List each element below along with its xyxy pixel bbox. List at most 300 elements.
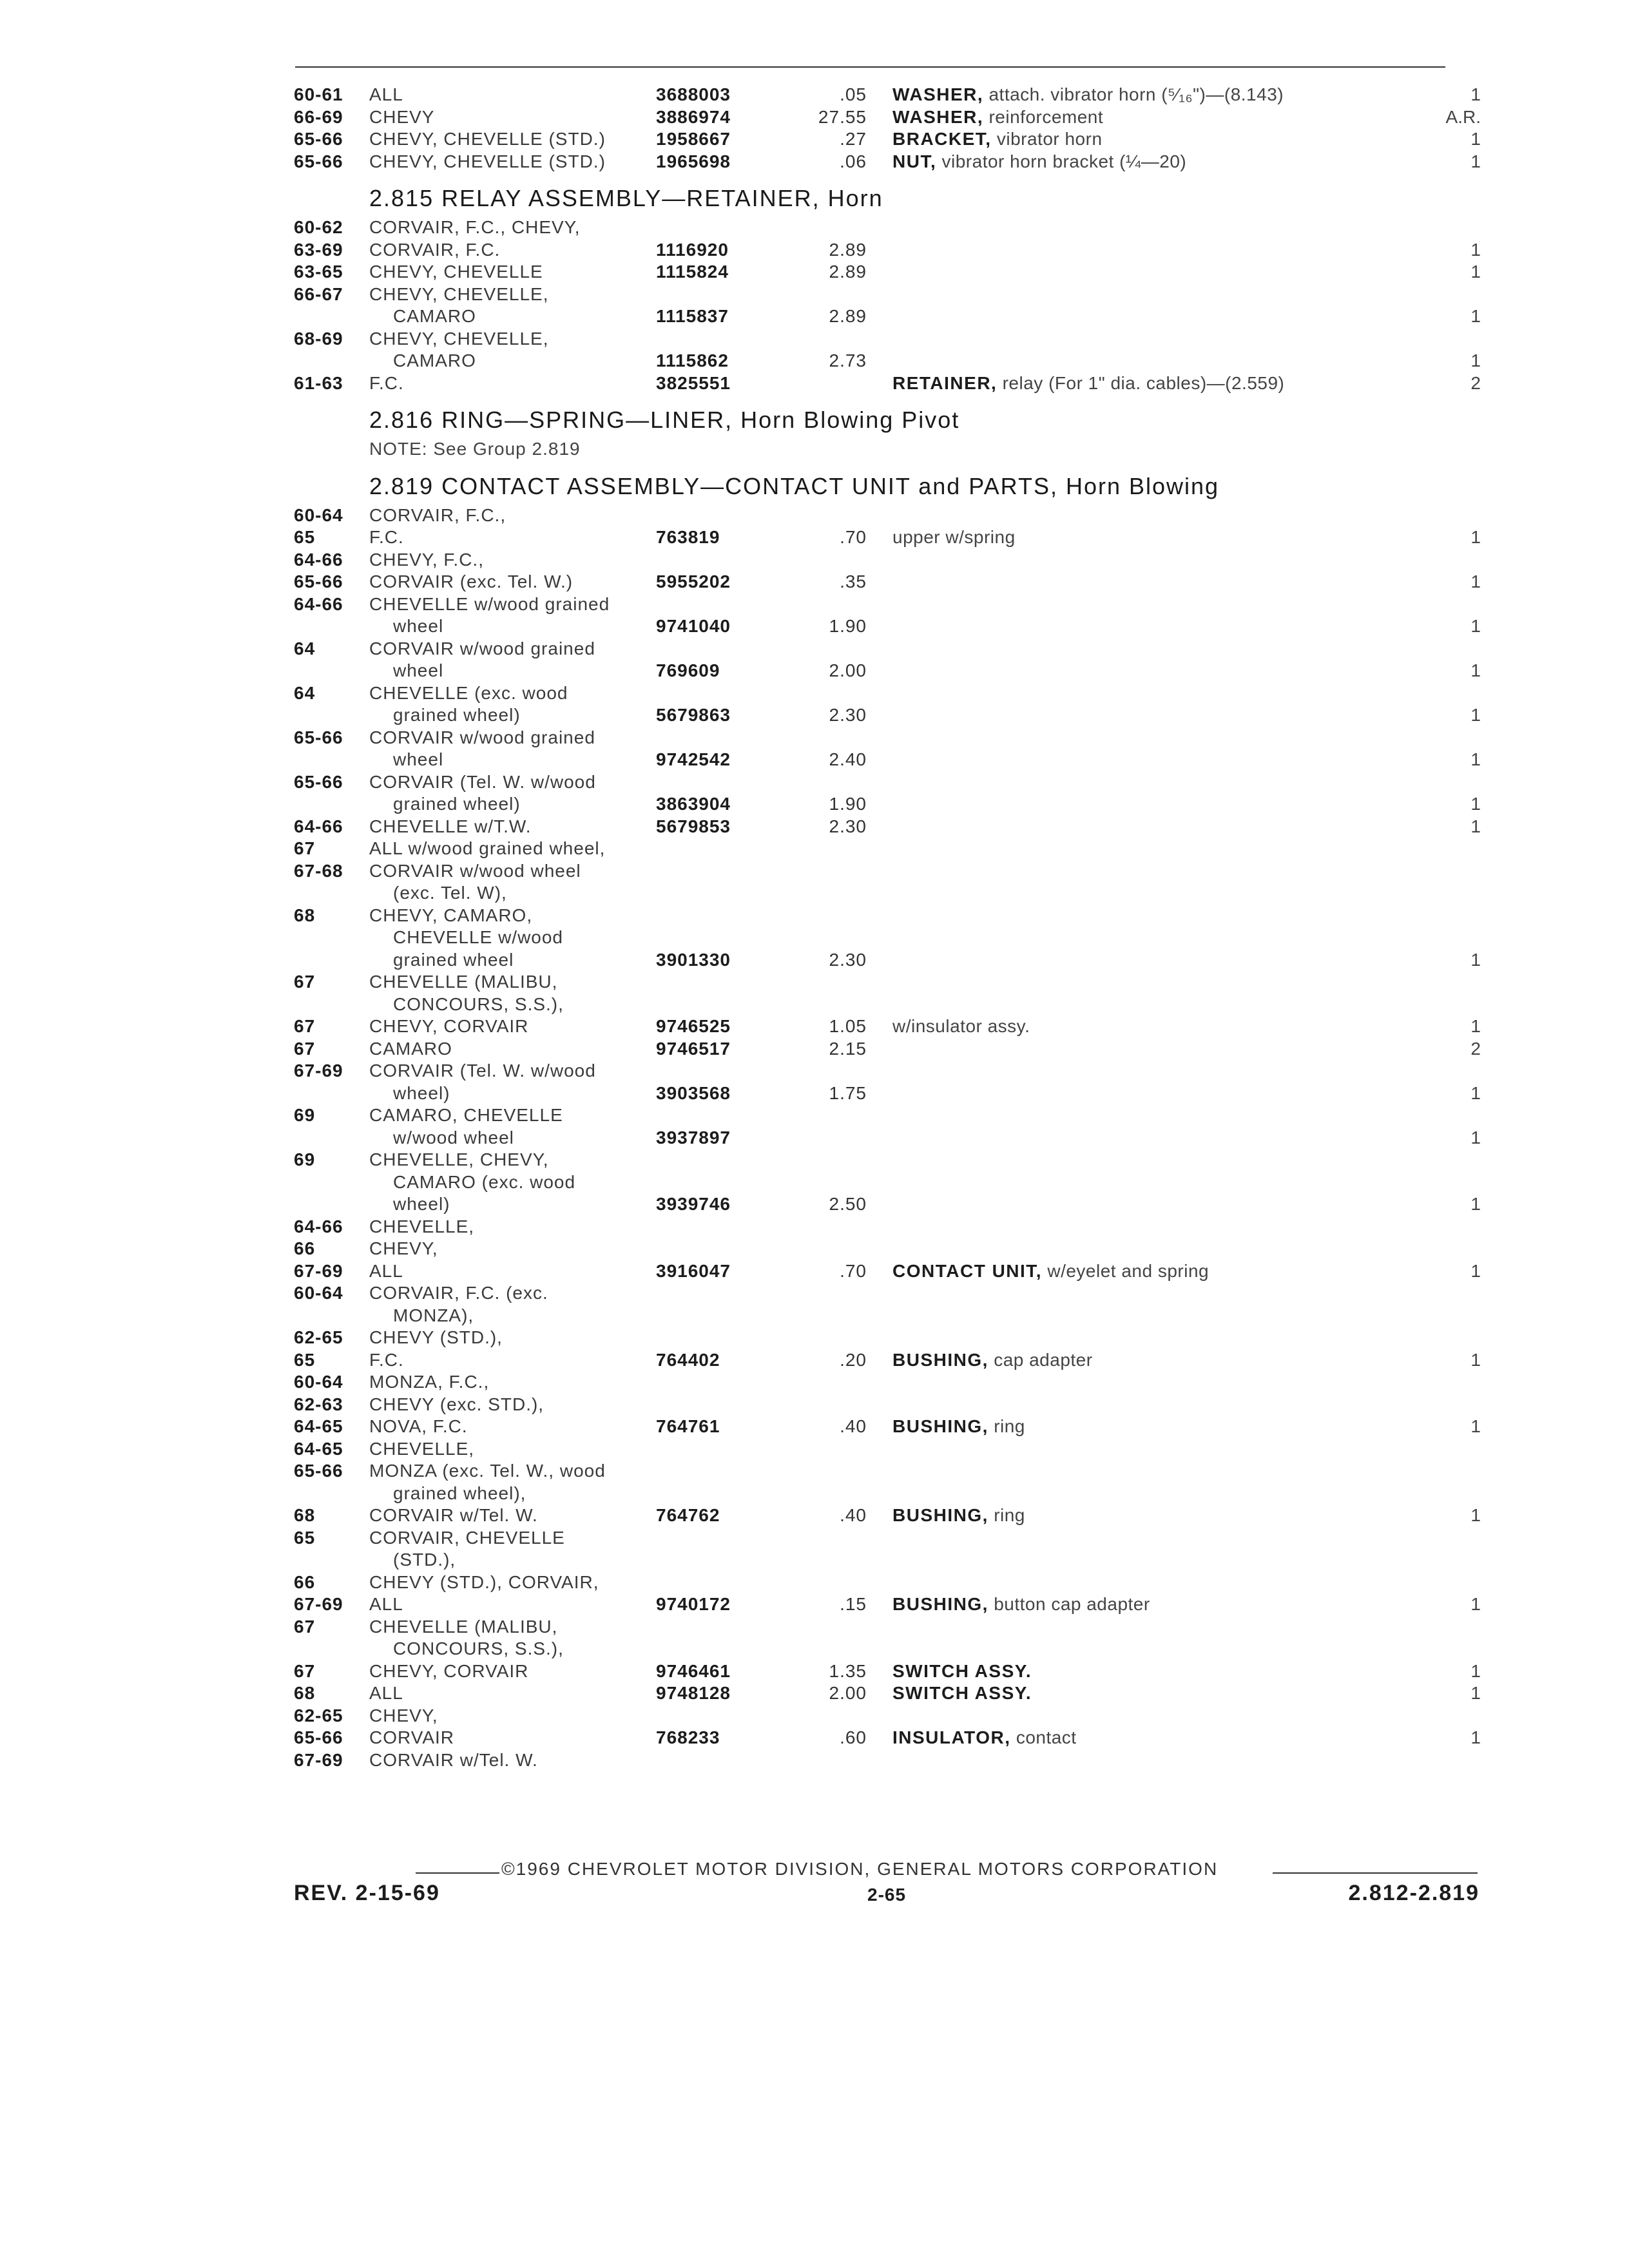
model-years: 64-66 xyxy=(294,816,343,836)
model-years: 65-66 xyxy=(294,1461,343,1481)
section-note xyxy=(0,438,1629,460)
quantity: 1 xyxy=(1470,1505,1481,1525)
application: CONCOURS, S.S.), xyxy=(393,994,564,1014)
application: MONZA (exc. Tel. W., wood xyxy=(369,1461,606,1481)
application: ALL xyxy=(369,1594,403,1614)
part-description xyxy=(892,1015,1030,1037)
part-description xyxy=(892,1349,1093,1371)
footer-rule-left xyxy=(416,1872,499,1874)
part-row xyxy=(0,949,1629,971)
quantity: 1 xyxy=(1470,705,1481,725)
list-price: 1.35 xyxy=(829,1660,867,1681)
application: CAMARO xyxy=(393,306,476,326)
part-row xyxy=(0,571,1629,593)
list-price: 1.75 xyxy=(829,1082,867,1103)
part-name: INSULATOR, xyxy=(892,1727,1011,1747)
model-years: 68 xyxy=(294,1683,316,1703)
part-row xyxy=(0,1060,1629,1082)
part-description xyxy=(892,526,1016,548)
application: CHEVY (STD.), CORVAIR, xyxy=(369,1571,599,1592)
part-description xyxy=(892,106,1103,128)
part-description xyxy=(892,128,1103,150)
part-row xyxy=(0,905,1629,927)
list-price: .20 xyxy=(840,1349,867,1370)
application: CHEVY, CHEVELLE, xyxy=(369,328,549,349)
part-number: 9740172 xyxy=(656,1594,731,1614)
quantity: 1 xyxy=(1470,794,1481,814)
model-years: 66 xyxy=(294,1571,316,1592)
part-name: BUSHING, xyxy=(892,1416,988,1436)
quantity: 1 xyxy=(1470,1016,1481,1036)
model-years: 64-65 xyxy=(294,1438,343,1459)
application: CHEVELLE (MALIBU, xyxy=(369,972,558,992)
part-row xyxy=(0,927,1629,948)
model-years: 66-67 xyxy=(294,284,343,304)
quantity: 1 xyxy=(1470,84,1481,104)
part-number: 3937897 xyxy=(656,1127,731,1148)
application: MONZA, F.C., xyxy=(369,1372,490,1392)
part-number: 3688003 xyxy=(656,84,731,104)
list-price: .70 xyxy=(840,1260,867,1281)
application: CORVAIR xyxy=(369,1727,454,1747)
part-row xyxy=(0,793,1629,815)
application: CORVAIR w/Tel. W. xyxy=(369,1505,538,1525)
part-row xyxy=(0,704,1629,726)
application: grained wheel xyxy=(393,949,514,970)
list-price: 2.30 xyxy=(829,816,867,836)
part-number: 1115837 xyxy=(656,306,729,326)
part-detail: cap adapter xyxy=(994,1349,1093,1370)
list-price: 2.50 xyxy=(829,1194,867,1214)
list-price: 2.73 xyxy=(829,351,867,370)
part-description xyxy=(892,151,1186,173)
part-row xyxy=(0,1483,1629,1504)
application: CHEVELLE (MALIBU, xyxy=(369,1616,558,1637)
part-number: 768233 xyxy=(656,1727,720,1747)
application: CHEVY, CORVAIR xyxy=(369,1660,529,1681)
part-name: WASHER, xyxy=(892,106,984,127)
quantity: 1 xyxy=(1470,1594,1481,1614)
application: CHEVY, CAMARO, xyxy=(369,905,533,925)
application: CORVAIR, F.C. xyxy=(369,239,501,260)
quantity: 1 xyxy=(1470,1660,1481,1681)
application: grained wheel), xyxy=(393,1483,526,1503)
part-detail: attach. vibrator horn (⁵⁄₁₆")—(8.143) xyxy=(988,84,1284,104)
quantity: 1 xyxy=(1470,351,1481,370)
quantity: 1 xyxy=(1470,151,1481,171)
part-number: 1115824 xyxy=(656,262,729,282)
part-row xyxy=(0,593,1629,615)
application: CORVAIR (exc. Tel. W.) xyxy=(369,572,574,591)
model-years: 60-64 xyxy=(294,505,343,525)
application: ALL xyxy=(369,1260,403,1281)
model-years: 64-66 xyxy=(294,549,343,570)
quantity: 2 xyxy=(1470,1038,1481,1059)
part-row xyxy=(0,328,1629,350)
part-detail: vibrator horn xyxy=(996,129,1103,149)
quantity: 1 xyxy=(1470,1416,1481,1436)
part-name: BUSHING, xyxy=(892,1594,988,1614)
application: CORVAIR, F.C., xyxy=(369,505,506,525)
part-number: 763819 xyxy=(656,527,720,547)
application: CHEVY, CHEVELLE xyxy=(369,262,543,282)
part-row xyxy=(0,1394,1629,1416)
list-price: 2.89 xyxy=(829,239,867,260)
list-price: 2.00 xyxy=(829,660,867,680)
part-row xyxy=(0,84,1629,106)
model-years: 67-69 xyxy=(294,1061,343,1081)
model-years: 65 xyxy=(294,1527,316,1548)
part-detail: w/eyelet and spring xyxy=(1047,1260,1210,1281)
part-row xyxy=(0,1216,1629,1238)
part-number: 9748128 xyxy=(656,1683,731,1703)
part-row xyxy=(0,771,1629,793)
application: MONZA), xyxy=(393,1305,474,1325)
part-description xyxy=(892,1260,1209,1282)
application: ALL xyxy=(369,84,403,104)
part-detail: relay (For 1" dia. cables)—(2.559) xyxy=(1002,372,1285,393)
part-row xyxy=(0,1238,1629,1260)
part-name: SWITCH ASSY. xyxy=(892,1683,1032,1703)
model-years: 67 xyxy=(294,1616,316,1637)
part-row xyxy=(0,239,1629,261)
part-row xyxy=(0,1327,1629,1349)
model-years: 65-66 xyxy=(294,771,343,792)
part-row xyxy=(0,1705,1629,1727)
part-row xyxy=(0,971,1629,993)
part-row xyxy=(0,151,1629,173)
part-row xyxy=(0,261,1629,283)
part-name: BUSHING, xyxy=(892,1505,988,1525)
application: F.C. xyxy=(369,372,404,393)
model-years: 65-66 xyxy=(294,1727,343,1747)
part-row xyxy=(0,305,1629,327)
section-heading-text: 2.819 CONTACT ASSEMBLY—CONTACT UNIT and PARTS, Horn Blowing xyxy=(369,472,1220,499)
part-row xyxy=(0,1616,1629,1638)
model-years: 68 xyxy=(294,905,316,925)
section-range: 2.812-2.819 xyxy=(1348,1881,1480,1905)
model-years: 65-66 xyxy=(294,572,343,591)
model-years: 69 xyxy=(294,1105,316,1125)
part-row xyxy=(0,1682,1629,1704)
part-row xyxy=(0,1038,1629,1060)
list-price: .60 xyxy=(840,1727,867,1747)
list-price: 2.00 xyxy=(829,1683,867,1703)
application: grained wheel) xyxy=(393,705,521,725)
part-detail: button cap adapter xyxy=(994,1594,1150,1614)
application: CHEVY xyxy=(369,106,435,127)
application: wheel xyxy=(393,749,444,769)
model-years: 69 xyxy=(294,1149,316,1169)
application: CORVAIR (Tel. W. w/wood xyxy=(369,1061,596,1081)
page-number: 2-65 xyxy=(867,1885,907,1905)
list-price: .40 xyxy=(840,1416,867,1436)
application: CORVAIR w/Tel. W. xyxy=(369,1749,538,1770)
part-detail: w/insulator assy. xyxy=(892,1016,1030,1036)
part-row xyxy=(0,1416,1629,1437)
part-description xyxy=(892,1682,1032,1704)
part-number: 3903568 xyxy=(656,1082,731,1103)
quantity: 1 xyxy=(1470,239,1481,260)
application: CHEVY, F.C., xyxy=(369,549,484,570)
model-years: 67 xyxy=(294,972,316,992)
model-years: 65-66 xyxy=(294,129,343,149)
part-row xyxy=(0,1015,1629,1037)
section-heading-text: 2.816 RING—SPRING—LINER, Horn Blowing Pivot xyxy=(369,407,960,433)
application: w/wood wheel xyxy=(393,1127,514,1148)
model-years: 65-66 xyxy=(294,151,343,171)
part-row xyxy=(0,1193,1629,1215)
part-row xyxy=(0,994,1629,1015)
part-row xyxy=(0,816,1629,838)
application: CHEVY (STD.), xyxy=(369,1327,503,1347)
model-years: 65 xyxy=(294,527,316,547)
quantity: 1 xyxy=(1470,949,1481,970)
application: grained wheel) xyxy=(393,794,521,814)
part-row xyxy=(0,549,1629,571)
part-description xyxy=(892,1660,1032,1682)
part-row xyxy=(0,1460,1629,1482)
part-row xyxy=(0,1127,1629,1149)
model-years: 66-69 xyxy=(294,106,343,127)
part-number: 9746461 xyxy=(656,1660,731,1681)
part-number: 9746525 xyxy=(656,1016,731,1036)
part-description xyxy=(892,1504,1025,1526)
part-description xyxy=(892,1416,1025,1437)
part-row xyxy=(0,1527,1629,1549)
application: CAMARO, CHEVELLE xyxy=(369,1105,563,1125)
application: CHEVY, CHEVELLE (STD.) xyxy=(369,151,606,171)
quantity: 1 xyxy=(1470,262,1481,282)
quantity: 1 xyxy=(1470,527,1481,547)
quantity: 1 xyxy=(1470,1194,1481,1214)
part-number: 1965698 xyxy=(656,151,731,171)
part-row xyxy=(0,615,1629,637)
application: CHEVELLE, xyxy=(369,1438,475,1459)
quantity: 1 xyxy=(1470,1683,1481,1703)
part-row xyxy=(0,128,1629,150)
application: wheel) xyxy=(393,1194,450,1214)
part-row xyxy=(0,106,1629,128)
application: CHEVY, CORVAIR xyxy=(369,1016,529,1036)
part-row xyxy=(0,1349,1629,1371)
part-row xyxy=(0,1638,1629,1660)
part-detail: contact xyxy=(1016,1727,1077,1747)
application: CAMARO (exc. wood xyxy=(393,1171,576,1192)
part-number: 3939746 xyxy=(656,1194,731,1214)
note-text: NOTE: See Group 2.819 xyxy=(369,439,581,459)
part-number: 5955202 xyxy=(656,572,731,591)
list-price: .15 xyxy=(840,1594,867,1614)
model-years: 64-65 xyxy=(294,1416,343,1436)
application: wheel xyxy=(393,616,444,636)
quantity: 1 xyxy=(1470,572,1481,591)
application: F.C. xyxy=(369,527,404,547)
section-heading xyxy=(0,406,1629,434)
list-price: .40 xyxy=(840,1505,867,1525)
model-years: 61-63 xyxy=(294,372,343,393)
list-price: 1.90 xyxy=(829,616,867,636)
part-row xyxy=(0,1260,1629,1282)
list-price: .06 xyxy=(840,151,867,171)
application: CHEVELLE (exc. wood xyxy=(369,682,568,703)
model-years: 67-69 xyxy=(294,1594,343,1614)
application: CORVAIR, F.C., CHEVY, xyxy=(369,217,581,237)
model-years: 64 xyxy=(294,638,316,658)
part-row xyxy=(0,1571,1629,1593)
application: F.C. xyxy=(369,1349,404,1370)
quantity: 1 xyxy=(1470,1082,1481,1103)
section-heading-text: 2.815 RELAY ASSEMBLY—RETAINER, Horn xyxy=(369,185,883,211)
part-row xyxy=(0,882,1629,904)
part-row xyxy=(0,372,1629,394)
part-name: BRACKET, xyxy=(892,129,992,149)
quantity: 1 xyxy=(1470,1727,1481,1747)
list-price: .05 xyxy=(840,84,867,104)
part-number: 3886974 xyxy=(656,106,731,127)
application: wheel) xyxy=(393,1082,450,1103)
part-name: NUT, xyxy=(892,151,937,171)
application: CAMARO xyxy=(393,351,476,370)
part-number: 764761 xyxy=(656,1416,720,1436)
model-years: 68 xyxy=(294,1505,316,1525)
part-detail: vibrator horn bracket (¼—20) xyxy=(941,151,1187,171)
part-row xyxy=(0,284,1629,305)
quantity: 1 xyxy=(1470,749,1481,769)
part-number: 3863904 xyxy=(656,794,731,814)
copyright-notice: ©1969 CHEVROLET MOTOR DIVISION, GENERAL MOTORS CORPORATION xyxy=(501,1859,1219,1879)
quantity: A.R. xyxy=(1445,106,1481,127)
part-number: 769609 xyxy=(656,660,720,680)
part-number: 3916047 xyxy=(656,1260,731,1281)
model-years: 67 xyxy=(294,1038,316,1059)
list-price: 27.55 xyxy=(818,106,867,127)
list-price: 1.90 xyxy=(829,794,867,814)
part-detail: ring xyxy=(994,1416,1025,1436)
model-years: 67-68 xyxy=(294,860,343,881)
application: CORVAIR, F.C. (exc. xyxy=(369,1283,548,1303)
model-years: 64 xyxy=(294,682,316,703)
part-row xyxy=(0,682,1629,704)
part-description xyxy=(892,1593,1150,1615)
part-number: 9741040 xyxy=(656,616,731,636)
part-row xyxy=(0,727,1629,749)
list-price: .70 xyxy=(840,527,867,547)
application: CORVAIR w/wood grained xyxy=(369,727,595,747)
part-row xyxy=(0,838,1629,860)
part-row xyxy=(0,638,1629,660)
model-years: 63-69 xyxy=(294,239,343,260)
part-row xyxy=(0,1149,1629,1171)
section-heading xyxy=(0,472,1629,501)
model-years: 67 xyxy=(294,1660,316,1681)
application: CHEVELLE, xyxy=(369,1216,475,1236)
list-price: 2.30 xyxy=(829,949,867,970)
part-number: 764762 xyxy=(656,1505,720,1525)
model-years: 62-65 xyxy=(294,1705,343,1725)
model-years: 66 xyxy=(294,1238,316,1258)
application: CHEVELLE w/wood grained xyxy=(369,593,610,614)
footer-rule-right xyxy=(1273,1872,1478,1874)
application: CHEVY, xyxy=(369,1705,438,1725)
application: CORVAIR, CHEVELLE xyxy=(369,1527,565,1548)
model-years: 64-66 xyxy=(294,593,343,614)
part-description xyxy=(892,372,1284,394)
part-number: 3901330 xyxy=(656,949,731,970)
model-years: 60-61 xyxy=(294,84,343,104)
application: CHEVY, CHEVELLE (STD.) xyxy=(369,129,606,149)
part-row xyxy=(0,1660,1629,1682)
part-row xyxy=(0,1727,1629,1749)
part-row xyxy=(0,350,1629,372)
quantity: 1 xyxy=(1470,1127,1481,1148)
quantity: 1 xyxy=(1470,129,1481,149)
application: (STD.), xyxy=(393,1550,456,1570)
part-name: BUSHING, xyxy=(892,1349,988,1370)
application: CORVAIR (Tel. W. w/wood xyxy=(369,771,596,792)
list-price: 2.30 xyxy=(829,705,867,725)
part-row xyxy=(0,505,1629,526)
model-years: 68-69 xyxy=(294,328,343,349)
part-detail: ring xyxy=(994,1505,1025,1525)
quantity: 1 xyxy=(1470,816,1481,836)
quantity: 1 xyxy=(1470,1260,1481,1281)
revision-date: REV. 2-15-69 xyxy=(294,1881,440,1905)
part-number: 9746517 xyxy=(656,1038,731,1059)
part-row xyxy=(0,1549,1629,1571)
top-rule xyxy=(295,66,1445,68)
part-row xyxy=(0,660,1629,682)
list-price: 2.15 xyxy=(829,1038,867,1059)
part-number: 764402 xyxy=(656,1349,720,1370)
quantity: 1 xyxy=(1470,1349,1481,1370)
model-years: 60-64 xyxy=(294,1283,343,1303)
application: NOVA, F.C. xyxy=(369,1416,468,1436)
quantity: 1 xyxy=(1470,660,1481,680)
part-number: 1116920 xyxy=(656,239,729,260)
part-description xyxy=(892,84,1284,106)
quantity: 2 xyxy=(1470,372,1481,393)
application: CHEVY, xyxy=(369,1238,438,1258)
model-years: 62-63 xyxy=(294,1394,343,1414)
model-years: 64-66 xyxy=(294,1216,343,1236)
list-price: 2.89 xyxy=(829,306,867,326)
part-row xyxy=(0,1371,1629,1393)
model-years: 63-65 xyxy=(294,262,343,282)
part-row xyxy=(0,1104,1629,1126)
part-row xyxy=(0,1504,1629,1526)
model-years: 65-66 xyxy=(294,727,343,747)
part-number: 1115862 xyxy=(656,351,729,370)
part-row xyxy=(0,749,1629,771)
application: CHEVY, CHEVELLE, xyxy=(369,284,549,304)
part-name: RETAINER, xyxy=(892,372,998,393)
application: CHEVELLE, CHEVY, xyxy=(369,1149,549,1169)
application: ALL xyxy=(369,1683,403,1703)
part-number: 1958667 xyxy=(656,129,731,149)
application: CAMARO xyxy=(369,1038,452,1059)
application: CHEVELLE w/T.W. xyxy=(369,816,532,836)
list-price: .27 xyxy=(840,129,867,149)
part-row xyxy=(0,1282,1629,1304)
list-price: 1.05 xyxy=(829,1016,867,1036)
part-row xyxy=(0,1171,1629,1193)
part-name: SWITCH ASSY. xyxy=(892,1660,1032,1681)
model-years: 67-69 xyxy=(294,1749,343,1770)
application: wheel xyxy=(393,660,444,680)
application: CORVAIR w/wood grained xyxy=(369,638,595,658)
model-years: 65 xyxy=(294,1349,316,1370)
